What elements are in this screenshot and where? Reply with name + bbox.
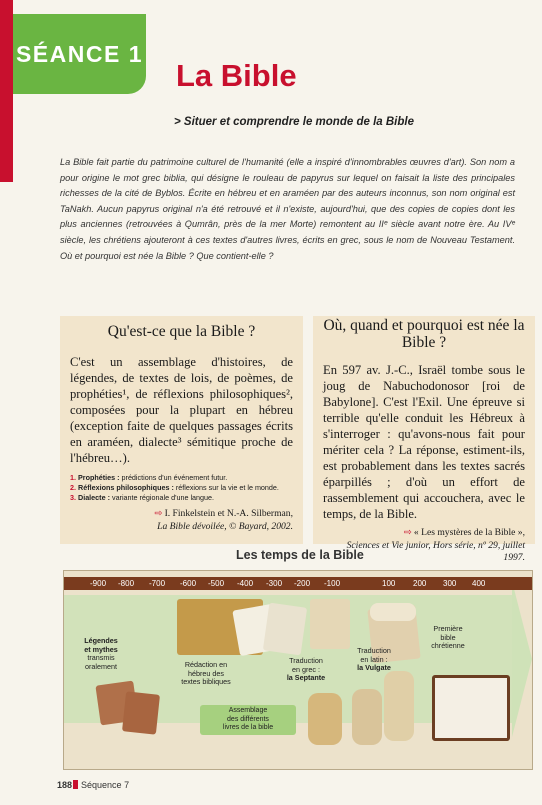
timeline-scale	[64, 577, 533, 590]
label-redaction-line3: textes bibliques	[181, 677, 231, 687]
timeline-tick: -800	[118, 579, 135, 588]
timeline-tick: -500	[208, 579, 225, 588]
open-bible-icon	[432, 675, 510, 741]
footnote	[70, 483, 293, 493]
label-premiere-line3: chrétienne	[431, 641, 465, 651]
scroll-icon	[352, 689, 382, 745]
footnote-definition: réflexions sur la vie et le monde.	[175, 483, 279, 492]
timeline-tick: -900	[90, 579, 107, 588]
page-footer	[57, 780, 129, 790]
source-arrow-icon: ⇨	[403, 527, 412, 538]
box-what-is-bible	[60, 316, 303, 544]
footnote-number: 1.	[70, 473, 76, 482]
label-septante	[278, 657, 334, 683]
footnote-definition: variante régionale d'une langue.	[111, 493, 215, 502]
timeline-tick: -700	[149, 579, 166, 588]
rolled-scroll-icon	[370, 603, 416, 621]
label-legendes-line1: Légendes	[84, 636, 118, 645]
scroll-icon	[384, 671, 414, 741]
label-premiere-line2: bible	[440, 632, 456, 642]
footnote	[70, 493, 293, 503]
label-legendes-line2: et mythes	[84, 644, 118, 654]
footnote	[70, 473, 293, 483]
timeline-title: Les temps de la Bible	[236, 548, 364, 562]
manuscript-page-icon	[263, 603, 307, 656]
clay-tablet-icon	[122, 691, 160, 734]
label-redaction-line2: hébreu des	[188, 668, 224, 678]
red-margin-bar	[0, 0, 13, 182]
label-legendes	[68, 637, 134, 671]
box-right-text: En 597 av. J.-C., Israël tombe sous le joug de Nabuchodonosor [roi de Babylone]. C'est l'Exil. Une épreuve si terrible qu'elle conduit les Hébreux à s'interroger : qu'avons-nous fait pour mériter cela ? La réponse, estiment-ils, est probablement dans les textes sacrés éparpillés ; d'où un effort de rassemblement qui accouchera, avec le temps, de la Bible.	[323, 363, 525, 521]
timeline-tick: -200	[294, 579, 311, 588]
label-redaction-line1: Rédaction en	[184, 660, 228, 669]
timeline-illustration	[63, 570, 533, 770]
box-left-heading: Qu'est-ce que la Bible ?	[107, 323, 256, 340]
footnote-term: Réflexions philosophiques :	[78, 483, 174, 492]
source-arrow-icon: ⇨	[154, 508, 163, 519]
footnote-definition: prédictions d'un événement futur.	[121, 473, 228, 482]
label-assemblage	[200, 705, 296, 735]
intro-paragraph: La Bible fait partie du patrimoine culturel de l'humanité (elle a inspiré d'innombrables œuvres d'art). Son nom a pour origine le mot grec biblia, qui désigne le rouleau de papyrus sur lequel on faisait la liste des principales richesses de la cité de Byblos. Écrite en hébreu et en araméen par des auteurs inconnus, son nom original est TaNakh. Aucun papyrus original n'a été retrouvé et il n'existe, aujourd'hui, que des copies de copies dont les plus anciennes (retrouvées à Qumrân, près de la mer Morte) remontent au IIᵉ siècle avant notre ère. Au IVᵉ siècle, les chrétiens ajouteront à ces textes d'autres livres, écrits en grec, sous le nom de Nouveau Testament. Où et pourquoi est née la Bible ? Que contient-elle ?	[60, 157, 515, 261]
footer-marker	[73, 780, 78, 789]
footnote-number: 3.	[70, 493, 76, 502]
seance-label: SÉANCE 1	[15, 40, 144, 67]
box-origin-bible	[313, 316, 535, 563]
source-authors: I. Finkelstein et N.-A. Silberman,	[164, 508, 293, 519]
footnote-term: Dialecte :	[78, 493, 110, 502]
timeline-tick: -300	[266, 579, 283, 588]
label-assemblage-line2: des différents	[227, 715, 269, 723]
label-premiere-line1: Première	[433, 624, 463, 633]
source-magazine: Sciences et Vie junior, Hors série, nº 29, juillet 1997.	[346, 539, 525, 563]
timeline-arrow-head	[512, 581, 532, 737]
label-assemblage-line1: Assemblage	[228, 707, 268, 715]
page-subtitle: > Situer et comprendre le monde de la Bible	[174, 116, 414, 128]
label-septante-line1: Traduction	[289, 656, 323, 665]
label-legendes-line4: oralement	[85, 661, 117, 671]
timeline-tick: -600	[180, 579, 197, 588]
label-septante-line2: en grec :	[292, 664, 320, 674]
label-vulgate	[346, 647, 402, 673]
box-right-heading: Où, quand et pourquoi est née la Bible ?	[323, 317, 525, 351]
scroll-icon	[308, 693, 342, 745]
label-legendes-line3: transmis	[87, 653, 115, 663]
source-book: La Bible dévoilée, © Bayard, 2002.	[157, 520, 293, 532]
footnote-number: 2.	[70, 483, 76, 492]
label-septante-line3: la Septante	[286, 673, 326, 683]
timeline-tick: -400	[237, 579, 254, 588]
source-article: « Les mystères de la Bible »,	[413, 527, 525, 538]
timeline-tick: 200	[413, 579, 427, 588]
source-citation-left	[70, 508, 293, 533]
page-number: 188	[57, 780, 73, 790]
footnotes	[70, 473, 293, 503]
sequence-label: Séquence 7	[81, 780, 130, 790]
timeline-tick: 400	[472, 579, 486, 588]
label-redaction	[160, 661, 252, 687]
label-vulgate-line3: la Vulgate	[357, 663, 391, 673]
label-premiere-bible	[420, 625, 476, 651]
footnote-term: Prophéties :	[78, 473, 120, 482]
box-left-text: C'est un assemblage d'histoires, de légendes, de textes de lois, de poèmes, de prophéties¹, de réflexions philosophiques², composées pour la plupart en hébreu (exception faite de quelques passages écrits en araméen, dialecte³ sémitique proche de l'hébreu…).	[70, 355, 293, 465]
parchment-icon	[310, 599, 350, 649]
timeline-tick: 100	[382, 579, 396, 588]
page-title: La Bible	[176, 58, 297, 93]
timeline-tick: -100	[324, 579, 341, 588]
label-vulgate-line1: Traduction	[357, 646, 391, 655]
label-assemblage-line3: livres de la bible	[222, 724, 274, 732]
timeline-tick: 300	[443, 579, 457, 588]
seance-tab	[13, 14, 146, 94]
label-vulgate-line2: en latin :	[360, 654, 388, 664]
